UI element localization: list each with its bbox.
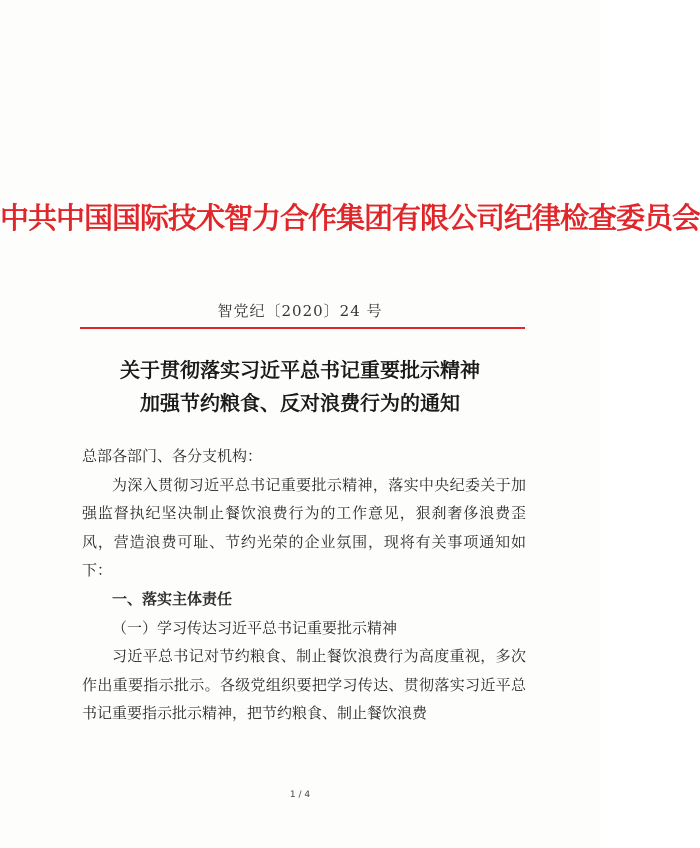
title-line-2: 加强节约粮食、反对浪费行为的通知 (140, 391, 460, 415)
subsection-heading-1: （一）学习传达习近平总书记重要批示精神 (112, 618, 398, 637)
document-number: 智党纪〔2020〕24 号 (217, 302, 383, 320)
page-indicator: 1 / 4 (289, 790, 311, 800)
body-paragraph-1: 习近平总书记对节约粮食、制止餐饮浪费行为高度重视，多次作出重要指示批示。各级党组织要把学习传达、贯彻落实习近平总书记重要指示批示精神，把节约粮食、制止餐饮浪费 (82, 647, 526, 723)
red-divider-line (80, 327, 525, 329)
document-title (0, 354, 600, 420)
intro-paragraph: 为深入贯彻习近平总书记重要批示精神，落实中央纪委关于加强监督执纪坚决制止餐饮浪费行为的工作意见，狠刹奢侈浪费歪风，营造浪费可耻、节约光荣的企业氛围，现将有关事项通知如下： (82, 475, 526, 580)
issuing-organization-header: 中共中国国际技术智力合作集团有限公司纪律检查委员会 (0, 201, 700, 235)
title-line-1: 关于贯彻落实习近平总书记重要批示精神 (120, 358, 480, 382)
document-body (82, 442, 526, 728)
salutation: 总部各部门、各分支机构： (82, 447, 263, 465)
section-heading-1: 一、落实主体责任 (112, 589, 233, 608)
